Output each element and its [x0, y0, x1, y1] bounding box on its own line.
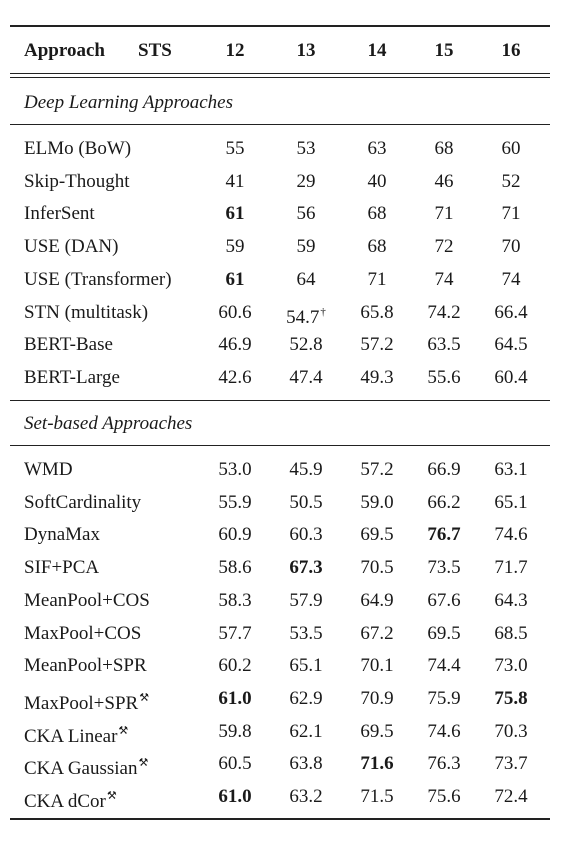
score-value: 68	[434, 138, 454, 159]
score-cell	[347, 649, 407, 682]
score-value: 60.5	[218, 753, 252, 775]
score-cell	[347, 296, 407, 329]
score-cell	[205, 165, 265, 198]
score-cell	[205, 453, 265, 486]
score-value: 61	[225, 203, 245, 225]
score-value: 60.9	[218, 524, 252, 546]
dagger-mark: †	[320, 305, 326, 318]
score-cell	[276, 617, 336, 650]
score-value: 59	[296, 236, 316, 258]
score-value: 57.2	[360, 334, 394, 356]
score-value: 68	[367, 236, 387, 258]
score-cell	[481, 682, 541, 715]
score-cell	[205, 132, 265, 165]
score-cell	[276, 584, 336, 617]
score-value: 53.5	[289, 622, 323, 644]
approach-label: InferSent	[24, 203, 95, 225]
header-sts: STS	[138, 40, 172, 61]
score-cell	[276, 715, 336, 748]
approach-label: ELMo (BoW)	[24, 138, 132, 159]
score-cell	[276, 197, 336, 230]
score-value: 60.3	[289, 524, 323, 546]
approach-label: BERT-Base	[24, 334, 113, 356]
score-cell	[414, 617, 474, 650]
score-cell	[205, 263, 265, 296]
approach-name	[24, 296, 148, 329]
score-cell	[481, 263, 541, 296]
score-cell	[347, 486, 407, 519]
score-value: 74.6	[494, 524, 528, 546]
top-rule	[10, 25, 550, 27]
hammer-icon: ⚒	[139, 691, 150, 704]
approach-name	[24, 453, 73, 486]
approach-name	[24, 649, 147, 682]
table-row	[0, 453, 564, 486]
score-cell	[205, 682, 265, 715]
score-cell	[414, 486, 474, 519]
score-value: 59.0	[360, 491, 394, 513]
score-value: 58.6	[218, 557, 252, 579]
score-cell	[347, 518, 407, 551]
score-value: 73.0	[494, 655, 528, 677]
score-cell	[347, 617, 407, 650]
score-value: 29	[296, 170, 316, 192]
table-row	[0, 328, 564, 361]
mid-rule	[10, 400, 550, 401]
score-value: 64	[296, 268, 316, 290]
score-cell	[414, 165, 474, 198]
approach-label: STN (multitask)	[24, 301, 149, 323]
score-value: 70	[501, 236, 521, 258]
score-value: 57.9	[289, 589, 323, 611]
score-cell	[414, 780, 474, 813]
score-value: 71.5	[360, 786, 394, 807]
table-row	[0, 197, 564, 230]
approach-name	[24, 518, 100, 551]
approach-label: CKA dCor	[24, 791, 106, 812]
score-value: 63.5	[427, 334, 461, 356]
score-cell	[481, 584, 541, 617]
score-cell	[481, 361, 541, 394]
score-value: 76.7	[427, 524, 461, 546]
score-cell	[414, 263, 474, 296]
table-row	[0, 263, 564, 296]
score-cell	[414, 715, 474, 748]
score-value: 41	[225, 170, 245, 192]
header-double-rule-2	[10, 77, 550, 78]
score-cell	[276, 230, 336, 263]
score-cell	[347, 165, 407, 198]
score-cell	[205, 780, 265, 813]
section-1-rule	[10, 124, 550, 125]
score-cell	[205, 617, 265, 650]
score-value: 60.4	[494, 366, 528, 388]
score-cell	[347, 453, 407, 486]
approach-label: CKA Gaussian	[24, 758, 138, 780]
score-cell	[276, 518, 336, 551]
header-col-12: 12	[225, 40, 245, 61]
score-cell	[205, 715, 265, 748]
score-value: 54.7	[286, 306, 320, 328]
score-cell	[276, 780, 336, 813]
score-value: 69.5	[427, 622, 461, 644]
score-value: 60.6	[218, 301, 252, 323]
approach-name	[24, 197, 95, 230]
score-cell	[276, 165, 336, 198]
score-value: 63.2	[289, 786, 323, 807]
header-col-16: 16	[501, 40, 521, 61]
score-value: 65.1	[494, 491, 528, 513]
table-row	[0, 682, 564, 715]
score-cell	[205, 747, 265, 780]
header-double-rule-1	[10, 73, 550, 74]
score-value: 56	[296, 203, 316, 225]
score-cell	[276, 747, 336, 780]
score-cell	[347, 715, 407, 748]
score-value: 71	[367, 268, 387, 290]
score-value: 70.1	[360, 655, 394, 677]
score-value: 76.3	[427, 753, 461, 775]
score-value: 70.9	[360, 687, 394, 709]
score-cell	[414, 551, 474, 584]
score-value: 42.6	[218, 366, 252, 388]
score-value: 45.9	[289, 459, 323, 480]
score-value: 68	[367, 203, 387, 225]
approach-label: MeanPool+COS	[24, 589, 150, 611]
score-cell	[414, 747, 474, 780]
section-title-deep-learning: Deep Learning Approaches	[24, 92, 233, 113]
score-cell	[205, 551, 265, 584]
table-row	[0, 617, 564, 650]
approach-name	[24, 165, 130, 198]
score-cell	[481, 230, 541, 263]
table-row	[0, 780, 564, 813]
table-row	[0, 230, 564, 263]
score-cell	[276, 328, 336, 361]
approach-label: MaxPool+COS	[24, 622, 142, 644]
score-value: 70.5	[360, 557, 394, 579]
score-value: 68.5	[494, 622, 528, 644]
score-value: 67.2	[360, 622, 394, 644]
score-value: 62.1	[289, 720, 323, 742]
score-value: 53.0	[218, 459, 252, 480]
table-row	[0, 132, 564, 165]
table-row	[0, 584, 564, 617]
approach-label: MeanPool+SPR	[24, 655, 147, 677]
score-cell	[347, 263, 407, 296]
score-cell	[481, 715, 541, 748]
table-row	[0, 649, 564, 682]
score-cell	[414, 649, 474, 682]
score-cell	[347, 682, 407, 715]
score-cell	[481, 780, 541, 813]
score-value: 63.1	[494, 459, 528, 480]
score-value: 65.8	[360, 301, 394, 323]
bottom-rule	[10, 818, 550, 820]
score-cell	[414, 328, 474, 361]
score-value: 75.9	[427, 687, 461, 709]
table-row	[0, 165, 564, 198]
section-2-rule	[10, 445, 550, 446]
score-cell	[347, 197, 407, 230]
score-value: 53	[296, 138, 316, 159]
score-value: 64.3	[494, 589, 528, 611]
score-cell	[205, 584, 265, 617]
score-cell	[414, 132, 474, 165]
approach-name	[24, 230, 118, 263]
header-col-13: 13	[296, 40, 316, 61]
header-row	[0, 34, 564, 67]
approach-name	[24, 780, 117, 818]
score-value: 62.9	[289, 687, 323, 709]
score-value: 75.8	[494, 687, 528, 709]
score-value: 55	[225, 138, 245, 159]
score-value: 74.6	[427, 720, 461, 742]
table-row	[0, 296, 564, 329]
score-cell	[414, 518, 474, 551]
table-row	[0, 361, 564, 394]
approach-label: MaxPool+SPR	[24, 692, 139, 714]
header-col-15: 15	[434, 40, 454, 61]
score-cell	[205, 649, 265, 682]
score-value: 52.8	[289, 334, 323, 356]
score-cell	[205, 328, 265, 361]
approach-label: Skip-Thought	[24, 170, 130, 192]
score-value: 49.3	[360, 366, 394, 388]
score-value: 66.9	[427, 459, 461, 480]
score-value: 73.7	[494, 753, 528, 775]
score-cell	[481, 453, 541, 486]
score-cell	[481, 197, 541, 230]
approach-label: WMD	[24, 459, 73, 480]
score-value: 71	[434, 203, 454, 225]
score-value: 71.6	[360, 753, 394, 775]
score-value: 59.8	[218, 720, 252, 742]
score-cell	[276, 551, 336, 584]
score-value: 55.6	[427, 366, 461, 388]
score-value: 50.5	[289, 491, 323, 513]
score-value: 67.6	[427, 589, 461, 611]
table-row	[0, 486, 564, 519]
score-value: 72	[434, 236, 454, 258]
score-cell	[347, 584, 407, 617]
score-cell	[276, 263, 336, 296]
score-value: 61.0	[218, 786, 252, 807]
score-value: 59	[225, 236, 245, 258]
score-cell	[481, 551, 541, 584]
score-cell	[481, 518, 541, 551]
score-value: 65.1	[289, 655, 323, 677]
score-value: 60.2	[218, 655, 252, 677]
score-cell	[414, 197, 474, 230]
score-cell	[205, 197, 265, 230]
score-value: 74.2	[427, 301, 461, 323]
score-cell	[347, 780, 407, 813]
approach-name	[24, 584, 150, 617]
approach-name	[24, 617, 141, 650]
score-cell	[276, 132, 336, 165]
approach-label: CKA Linear	[24, 725, 118, 747]
table-row	[0, 715, 564, 748]
header-col-14: 14	[367, 40, 387, 61]
approach-label: USE (DAN)	[24, 236, 119, 258]
score-cell	[347, 230, 407, 263]
score-value: 40	[367, 170, 387, 192]
score-cell	[414, 296, 474, 329]
score-value: 66.2	[427, 491, 461, 513]
score-value: 61.0	[218, 687, 252, 709]
approach-name	[24, 132, 131, 165]
score-value: 74.4	[427, 655, 461, 677]
hammer-icon: ⚒	[106, 790, 117, 802]
score-value: 64.5	[494, 334, 528, 356]
score-cell	[414, 361, 474, 394]
score-cell	[276, 453, 336, 486]
approach-name	[24, 486, 141, 519]
score-value: 55.9	[218, 491, 252, 513]
score-cell	[414, 682, 474, 715]
score-cell	[276, 486, 336, 519]
score-value: 63.8	[289, 753, 323, 775]
approach-name	[24, 361, 120, 394]
table-row	[0, 747, 564, 780]
score-value: 60	[501, 138, 521, 159]
score-cell	[481, 328, 541, 361]
score-value: 70.3	[494, 720, 528, 742]
score-value: 57.2	[360, 459, 394, 480]
score-cell	[347, 361, 407, 394]
score-cell	[414, 230, 474, 263]
score-cell	[347, 132, 407, 165]
approach-label: SIF+PCA	[24, 557, 100, 579]
score-cell	[347, 328, 407, 361]
score-value: 46.9	[218, 334, 252, 356]
score-value: 63	[367, 138, 387, 159]
score-value: 57.7	[218, 622, 252, 644]
score-value: 71	[501, 203, 521, 225]
score-cell	[276, 682, 336, 715]
score-value: 71.7	[494, 557, 528, 579]
score-cell	[481, 617, 541, 650]
hammer-icon: ⚒	[118, 724, 129, 737]
score-value: 64.9	[360, 589, 394, 611]
score-cell	[347, 551, 407, 584]
score-value: 69.5	[360, 720, 394, 742]
score-value: 58.3	[218, 589, 252, 611]
approach-label: USE (Transformer)	[24, 268, 172, 290]
score-value: 72.4	[494, 786, 528, 807]
score-value: 67.3	[289, 557, 323, 579]
score-cell	[481, 486, 541, 519]
approach-name	[24, 263, 172, 296]
score-cell	[205, 486, 265, 519]
score-value: 61	[225, 268, 245, 290]
score-value: 69.5	[360, 524, 394, 546]
table-row	[0, 518, 564, 551]
approach-label: BERT-Large	[24, 366, 120, 388]
table-row	[0, 551, 564, 584]
score-cell	[205, 361, 265, 394]
score-cell	[347, 747, 407, 780]
score-cell	[481, 165, 541, 198]
score-cell	[276, 649, 336, 682]
score-value: 46	[434, 170, 454, 192]
score-cell	[481, 747, 541, 780]
score-cell	[414, 584, 474, 617]
score-value: 66.4	[494, 301, 528, 323]
score-cell	[481, 132, 541, 165]
score-value: 74	[434, 268, 454, 290]
score-cell	[414, 453, 474, 486]
hammer-icon: ⚒	[138, 757, 149, 770]
approach-label: DynaMax	[24, 524, 100, 546]
approach-name	[24, 551, 99, 584]
score-value: 73.5	[427, 557, 461, 579]
score-value: 47.4	[289, 366, 323, 388]
score-cell	[481, 296, 541, 329]
score-value: 75.6	[427, 786, 461, 807]
header-approach: Approach	[24, 40, 105, 61]
score-cell	[205, 518, 265, 551]
score-value: 52	[501, 170, 521, 192]
score-value: 74	[501, 268, 521, 290]
score-cell	[205, 230, 265, 263]
score-cell	[276, 361, 336, 394]
score-cell	[205, 296, 265, 329]
score-cell	[481, 649, 541, 682]
approach-name	[24, 328, 113, 361]
approach-label: SoftCardinality	[24, 491, 142, 513]
section-title-set-based: Set-based Approaches	[24, 413, 193, 434]
